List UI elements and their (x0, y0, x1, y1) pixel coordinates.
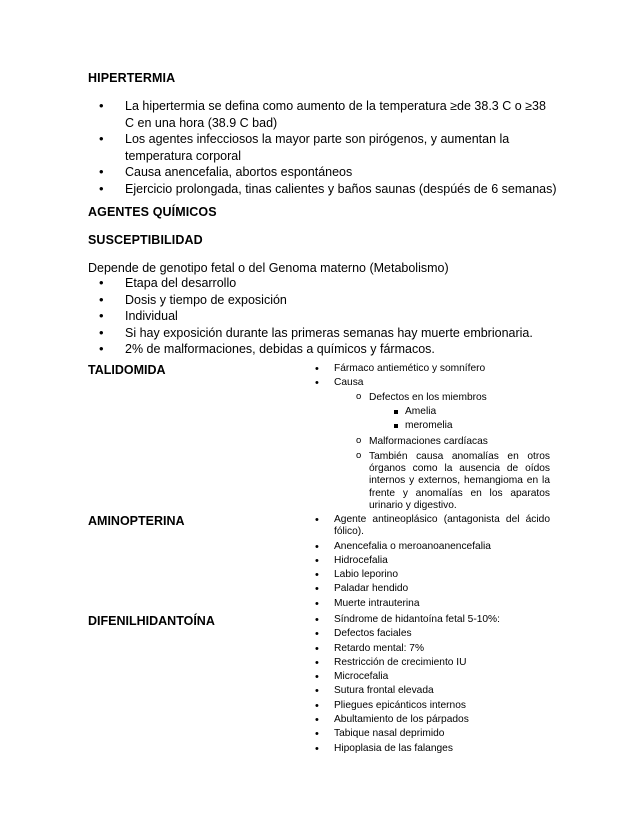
list-item: • Individual (88, 308, 558, 325)
sublist-item: o Malformaciones cardíacas (313, 436, 550, 448)
list-item: • Anencefalia o meroanoanencefalia (313, 541, 550, 553)
list-item: • Pliegues epicánticos internos (313, 700, 550, 712)
susceptibilidad-intro: Depende de genotipo fetal o del Genoma materno (Metabolismo) (88, 261, 449, 275)
list-item: • Paladar hendido (313, 583, 550, 595)
list-item: • Sutura frontal elevada (313, 685, 550, 697)
heading-susceptibilidad: SUSCEPTIBILIDAD (88, 233, 203, 247)
list-item: • 2% de malformaciones, debidas a químicos y fármacos. (88, 341, 558, 358)
list-item: • Dosis y tiempo de exposición (88, 292, 558, 309)
sublist-item: o También causa anomalías en otros órganos como la ausencia de oídos internos y externos, hemangioma en la frente y anomalías en los aparatos urinario y digestivo. (313, 451, 550, 512)
label-talidomida: TALIDOMIDA (88, 363, 166, 377)
list-item: • Labio leporino (313, 569, 550, 581)
list-item: • Etapa del desarrollo (88, 275, 558, 292)
list-item: • Retardo mental: 7% (313, 643, 550, 655)
list-item: • Síndrome de hidantoína fetal 5-10%: (313, 614, 550, 626)
list-item: • Restricción de crecimiento IU (313, 657, 550, 669)
list-item: • Muerte intrauterina (313, 598, 550, 610)
list-item: • Causa (313, 377, 550, 389)
list-item: • Si hay exposición durante las primeras semanas hay muerte embrionaria. (88, 325, 558, 342)
label-aminopterina: AMINOPTERINA (88, 514, 185, 528)
hipertermia-list (88, 98, 558, 197)
list-item: • Ejercicio prolongada, tinas calientes y baños saunas (despúés de 6 semanas) (88, 181, 558, 198)
difenilhidantoina-details (313, 614, 550, 755)
list-item: • Tabique nasal deprimido (313, 728, 550, 740)
subsublist-item: Amelia (313, 406, 550, 418)
sublist-item: o Defectos en los miembros (313, 392, 550, 404)
list-item: • Hipoplasia de las falanges (313, 743, 550, 755)
list-item: • Los agentes infecciosos la mayor parte son pirógenos, y aumentan la temperatura corporal (88, 131, 558, 164)
subsublist-item: meromelia (313, 420, 550, 432)
heading-hipertermia: HIPERTERMIA (88, 71, 176, 85)
list-item: • Microcefalia (313, 671, 550, 683)
list-item: • Defectos faciales (313, 628, 550, 640)
aminopterina-details (313, 514, 550, 610)
list-item: • Abultamiento de los párpados (313, 714, 550, 726)
heading-agentes-quimicos: AGENTES QUÍMICOS (88, 205, 217, 219)
susceptibilidad-list (88, 275, 558, 358)
list-item: • La hipertermia se defina como aumento de la temperatura ≥de 38.3 C o ≥38 C en una hora (38.9 C bad) (88, 98, 558, 131)
list-item: • Causa anencefalia, abortos espontáneos (88, 164, 558, 181)
list-item: • Fármaco antiemético y somnífero (313, 363, 550, 375)
label-difenilhidantoina: DIFENILHIDANTOÍNA (88, 614, 215, 628)
talidomida-details (313, 363, 550, 512)
list-item: • Hidrocefalia (313, 555, 550, 567)
list-item: • Agente antineoplásico (antagonista del ácido fólico). (313, 514, 550, 539)
